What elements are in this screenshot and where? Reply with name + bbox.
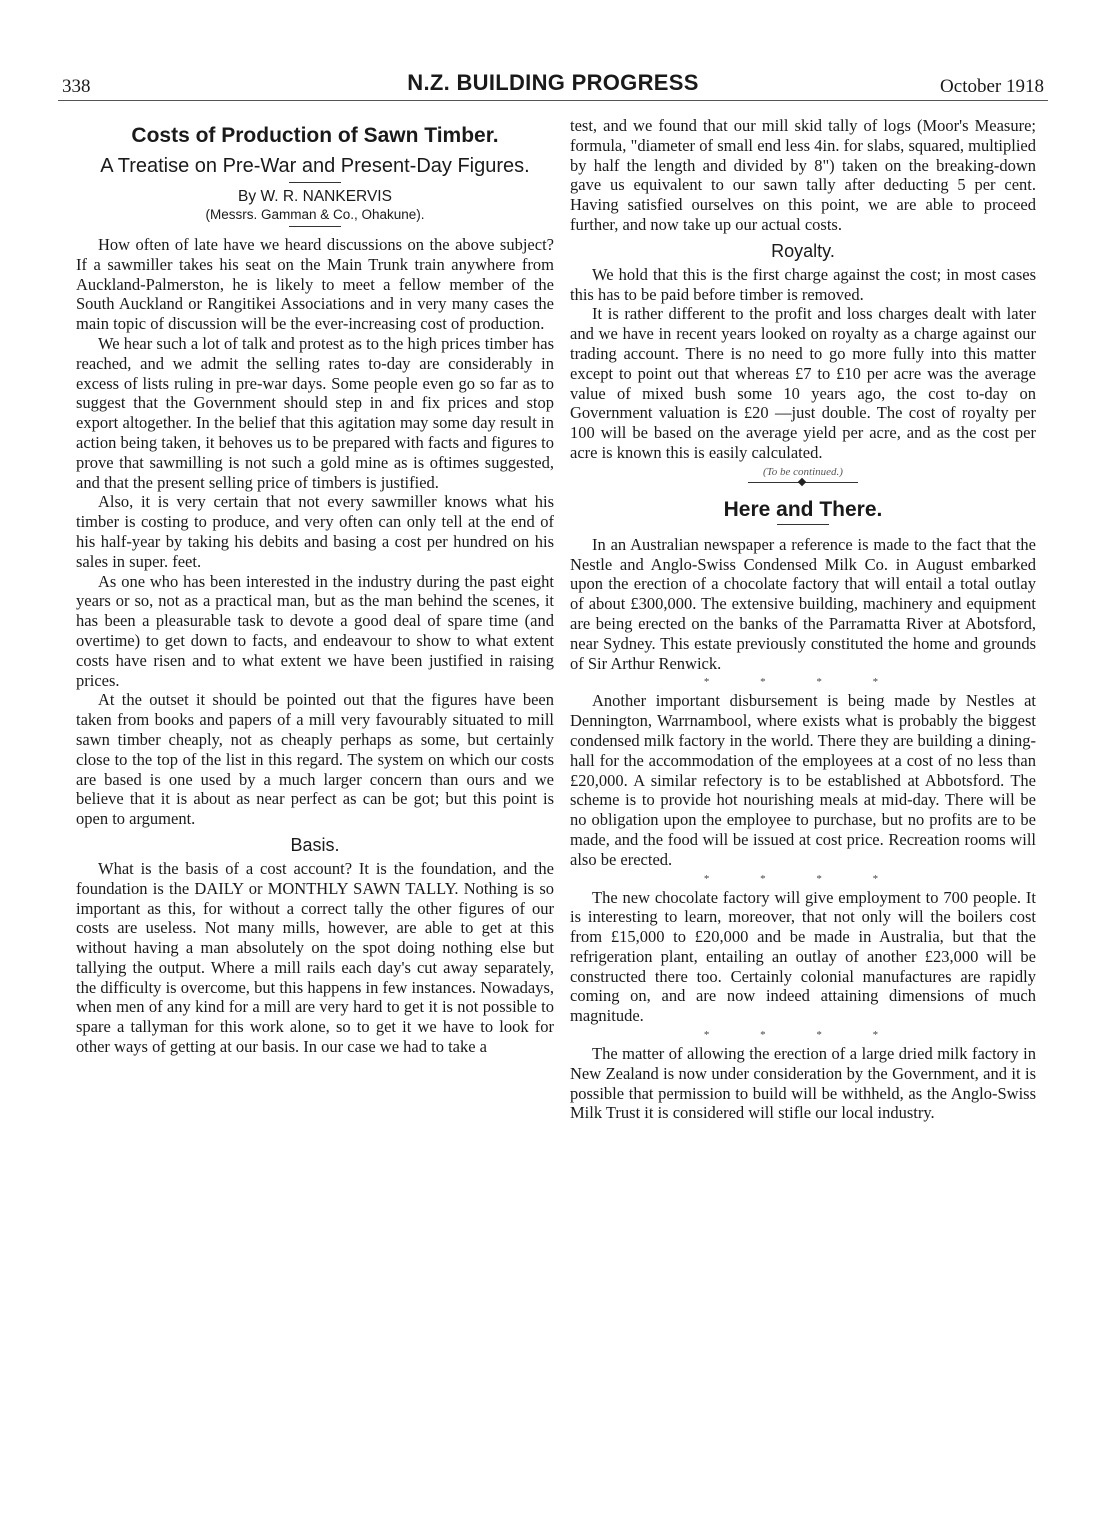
asterism-separator: * * * *: [703, 872, 903, 885]
paragraph: We hold that this is the first charge against the cost; in most cases this has to be paid before timber is removed.: [570, 264, 1036, 304]
divider-rule: [777, 524, 829, 525]
divider-rule: [289, 182, 341, 183]
publication-title: N.Z. BUILDING PROGRESS: [407, 70, 699, 95]
left-column: [76, 118, 554, 1057]
paragraph: As one who has been interested in the industry during the past eight years or so, not as a practical man, but as the man behind the scenes, it has been a pleasurable task to devote a good deal of spare time (and overtime) to get down to facts, and endeavour to show to what extent costs have risen and to what extent we have been justified in raising prices.: [76, 571, 554, 690]
right-column: [570, 116, 1036, 1123]
section-heading-basis: Basis.: [290, 834, 340, 855]
article-headline: Here and There.: [723, 497, 883, 521]
paragraph: The matter of allowing the erection of a large dried milk factory in New Zealand is now under consideration by the Government, and it is possible that permission to build will be withheld, as the Anglo-Swiss Milk Trust it is considered will stifle our local industry.: [570, 1044, 1036, 1123]
article-headline: Costs of Production of Sawn Timber.: [131, 124, 499, 147]
article-subheadline: A Treatise on Pre-War and Present-Day Figures.: [100, 155, 530, 177]
paragraph: Another important disbursement is being made by Nestles at Dennington, Warrnambool, where exists what is probably the biggest condensed milk factory in the world. There they are building a dining-hall for the accommodation of the employees at a cost of no less than £20,000. A similar refectory is to be established at Abbotsford. The scheme is to provide hot nourishing meals at mid-day. There will be no obligation upon the employee to purchase, but no profits are to be made, and the food will be issued at cost price. Recreation rooms will also be erected.: [570, 691, 1036, 869]
ornamental-divider: [748, 478, 858, 488]
paragraph: Also, it is very certain that not every sawmiller knows what his timber is costing to produce, and very often can only tell at the end of his half-year by taking his debits and basing a cost per hundred on his sales in super. feet.: [76, 492, 554, 571]
author-affiliation: (Messrs. Gamman & Co., Ohakune).: [205, 207, 425, 222]
paragraph: In an Australian newspaper a reference is made to the fact that the Nestle and Anglo-Swiss Condensed Milk Co. in August embarked upon the erection of a chocolate factory that will entail a total outlay of about £300,000. The extensive building, machinery and equipment are being erected on the banks of the Parramatta River at Abotsford, near Sydney. This estate previously constituted the home and grounds of Sir Arthur Renwick.: [570, 534, 1036, 673]
asterism-separator: * * * *: [703, 676, 903, 689]
paragraph: How often of late have we heard discussions on the above subject? If a sawmiller takes his seat on the Main Trunk train anywhere from Auckland-Palmerston, he is likely to meet a fellow member of the South Auckland or Rangitikei Associations and in very many cases the main topic of discussion will be the ever-increasing cost of production.: [76, 235, 554, 334]
paragraph: At the outset it should be pointed out that the figures have been taken from books and papers of a mill very favourably situated to mill sawn timber cheaply, not as cheaply perhaps as some, but certainly close to the top of the list in this regard. The system on which our costs are based is one used by a much larger concern than ours and we believe that it is about as near perfect as can be got; but this point is open to argument.: [76, 690, 554, 829]
paragraph: We hear such a lot of talk and protest as to the high prices timber has reached, and we admit the selling rates to-day are considerably in excess of lists ruling in pre-war days. Some people even go so far as to suggest that the Government should step in and fix prices and stop export altogether. In the belief that this agitation may some day result in action being taken, it behoves us to be prepared with facts and figures to prove that sawmilling is not such a gold mine as is oftimes suggested, and that the present selling price of timbers is justified.: [76, 333, 554, 492]
byline: By W. R. NANKERVIS: [238, 188, 392, 205]
paragraph-continuation: test, and we found that our mill skid tally of logs (Moor's Measure; formula, "diameter of small end less 4in. for slabs, squared, multiplied by half the length and divided by 8") taken on the breaking-down gave us equivalent to our sawn tally after deducting 5 per cent. Having satisfied ourselves on this point, we are able to proceed further, and now take up our actual costs.: [570, 116, 1036, 234]
paragraph: The new chocolate factory will give employment to 700 people. It is interesting to learn, moreover, that not only will the boilers cost from £15,000 to £20,000 and be made in Australia, but that the refrigeration plant, entailing an outlay of another £23,000 will be constructed there too. Certainly colonial manufactures are rapidly coming on, and are now indeed attaining dimensions of much magnitude.: [570, 887, 1036, 1026]
continued-note: (To be continued.): [763, 465, 843, 478]
divider-rule: [289, 226, 341, 227]
paragraph: It is rather different to the profit and loss charges dealt with later and we have in recent years looked on royalty as a charge against our trading account. There is no need to go more fully into this matter except to point out that whereas £7 to £10 per acre was the average value of mixed bush some 10 years ago, the cost to-day on Government valuation is £20 —just double. The cost of royalty per 100 will be based on the average yield per acre, and as the cost per acre is known this is easily calculated.: [570, 304, 1036, 462]
paragraph: What is the basis of a cost account? It is the foundation, and the foundation is the DAILY or MONTHLY SAWN TALLY. Nothing is so important as this, for without a correct tally the other figures of our costs are useless. Not many mills, however, are able to get at this without having a man absolutely on the spot doing nothing else but tallying the output. Where a mill rails each day's cut away separately, the difficulty is overcome, but this happens in few instances. Nowadays, when men of any kind for a mill are very hard to get it is not possible to spare a tallyman for this work alone, so to get it we have to look for other ways of getting at our basis. In our case we had to take a: [76, 858, 554, 1057]
page-number: 338: [62, 76, 91, 97]
issue-date: October 1918: [940, 76, 1044, 97]
asterism-separator: * * * *: [703, 1029, 903, 1042]
page-header: [58, 70, 1048, 101]
section-heading-royalty: Royalty.: [771, 240, 835, 261]
diamond-icon: [798, 478, 806, 486]
